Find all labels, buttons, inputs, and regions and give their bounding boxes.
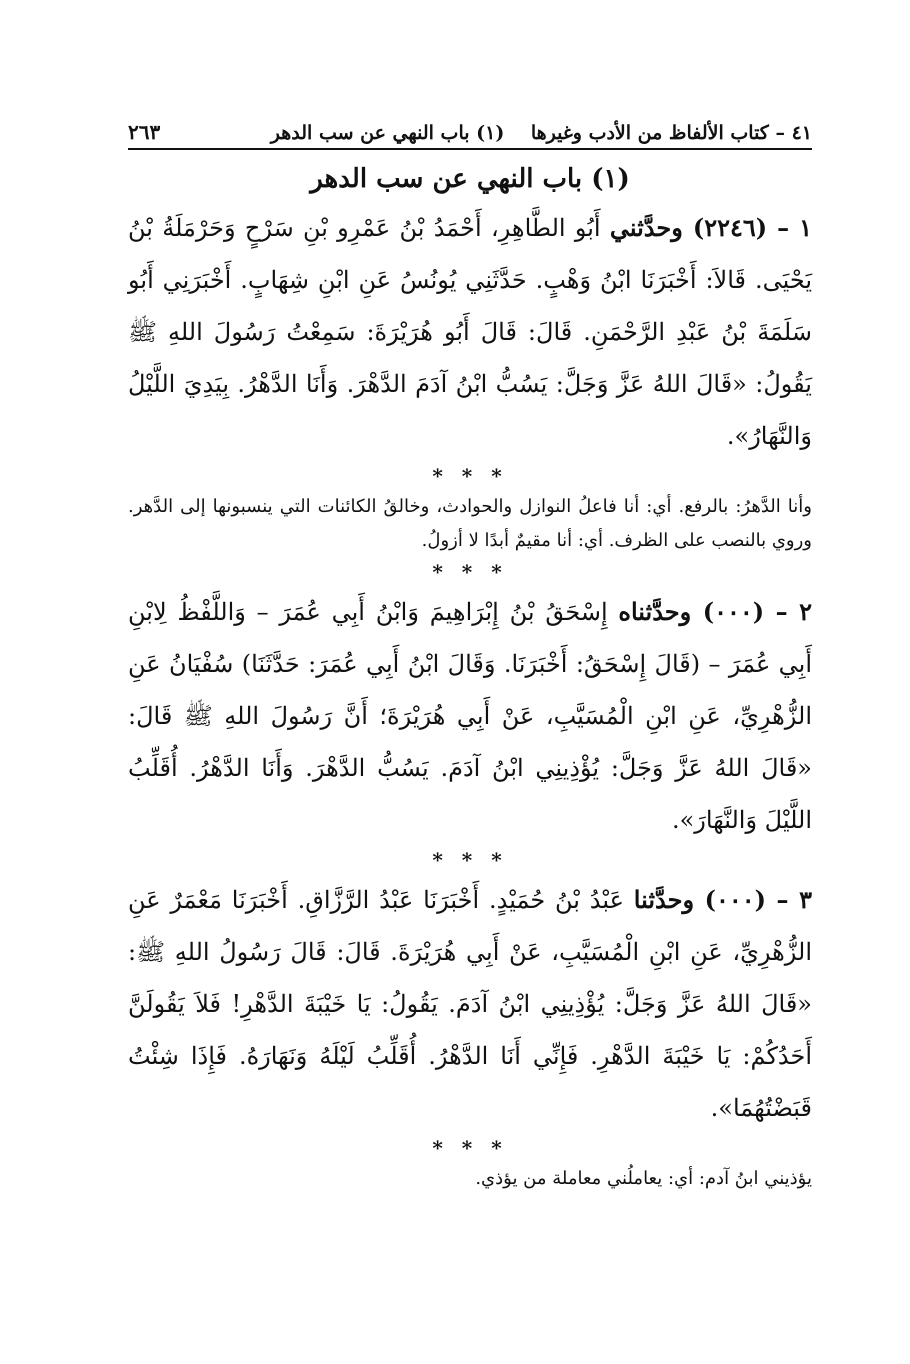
- hadith-1-text: أَبُو الطَّاهِرِ، أَحْمَدُ بْنُ عَمْرِو بْنِ سَرْحٍ وَحَرْمَلَةُ بْنُ يَحْيَى. قَالاَ: أَخْبَرَنَا ابْنُ وَهْبٍ. حَدَّثَنِي يُونُسُ عَنِ ابْنِ شِهَابٍ. أَخْبَرَنِي أَبُو سَلَمَةَ بْنُ عَبْدِ الرَّحْمَنِ. قَالَ: قَالَ أَبُو هُرَيْرَةَ: سَمِعْتُ رَسُولَ اللهِ ﷺ يَقُولُ: «قَالَ اللهُ عَزَّ وَجَلَّ: يَسُبُّ ابْنُ آدَمَ الدَّهْرَ. وَأَنَا الدَّهْرُ. بِيَدِيَ اللَّيْلُ وَالنَّهَارُ».: [128, 214, 812, 450]
- hadith-3: [128, 874, 812, 1134]
- page-number: ٢٦٣: [128, 120, 161, 144]
- separator-stars: * * *: [432, 848, 508, 872]
- hadith-1-lead: ١ – (٢٢٤٦) وحدَّثني: [609, 213, 812, 242]
- running-head: [128, 120, 812, 150]
- separator-stars: * * *: [432, 560, 508, 584]
- running-head-section: (١) باب النهي عن سب الدهر: [270, 122, 505, 144]
- hadith-2: [128, 586, 812, 846]
- running-head-titles: [271, 122, 812, 144]
- hadith-3-lead: ٣ – (٠٠٠) وحدَّثنا: [633, 885, 812, 914]
- hadith-1: [128, 202, 812, 462]
- separator-stars: * * *: [432, 1136, 508, 1160]
- separator-stars: * * *: [432, 464, 508, 488]
- hadith-2-lead: ٢ – (٠٠٠) وحدَّثناه: [618, 597, 812, 626]
- hadith-2-text: إِسْحَقُ بْنُ إِبْرَاهِيمَ وَابْنُ أَبِي عُمَرَ – وَاللَّفْظُ لِابْنِ أَبِي عُمَرَ – (قَالَ إِسْحَقُ: أَخْبَرَنَا. وَقَالَ ابْنُ أَبِي عُمَرَ: حَدَّثَنَا) سُفْيَانُ عَنِ الزُّهْرِيِّ، عَنِ ابْنِ الْمُسَيَّبِ، عَنْ أَبِي هُرَيْرَةَ؛ أَنَّ رَسُولَ اللهِ ﷺ قَالَ: «قَالَ اللهُ عَزَّ وَجَلَّ: يُؤْذِينِي ابْنُ آدَمَ. يَسُبُّ الدَّهْرَ. وَأَنَا الدَّهْرُ. أُقَلِّبُ اللَّيْلَ وَالنَّهَارَ».: [128, 598, 812, 834]
- page: [128, 120, 812, 1196]
- running-head-chapter: ٤١ – كتاب الألفاظ من الأدب وغيرها: [530, 122, 812, 144]
- page-title: (١) باب النهي عن سب الدهر: [310, 164, 630, 194]
- note-1: وأنا الدَّهرُ: بالرفع. أي: أنا فاعلُ النوازل والحوادث، وخالقُ الكائنات التي ينسبونها إلى الدَّهر. وروي بالنصب على الظرف. أي: أنا مقيمٌ أبدًا لا أزولُ.: [128, 496, 812, 551]
- note-2: يؤذيني ابنُ آدم: أي: يعاملُني معاملة من يؤذي.: [475, 1168, 812, 1189]
- hadith-3-text: عَبْدُ بْنُ حُمَيْدٍ. أَخْبَرَنَا عَبْدُ الرَّزَّاقِ. أَخْبَرَنَا مَعْمَرٌ عَنِ الزُّهْرِيِّ، عَنِ ابْنِ الْمُسَيَّبِ، عَنْ أَبِي هُرَيْرَةَ. قَالَ: قَالَ رَسُولُ اللهِ ﷺ: «قَالَ اللهُ عَزَّ وَجَلَّ: يُؤْذِينِي ابْنُ آدَمَ. يَقُولُ: يَا خَيْبَةَ الدَّهْرِ! فَلاَ يَقُولَنَّ أَحَدُكُمْ: يَا خَيْبَةَ الدَّهْرِ. فَإِنِّي أَنَا الدَّهْرُ. أُقَلِّبُ لَيْلَهُ وَنَهَارَهُ. فَإِذَا شِئْتُ قَبَضْتُهُمَا».: [128, 886, 812, 1122]
